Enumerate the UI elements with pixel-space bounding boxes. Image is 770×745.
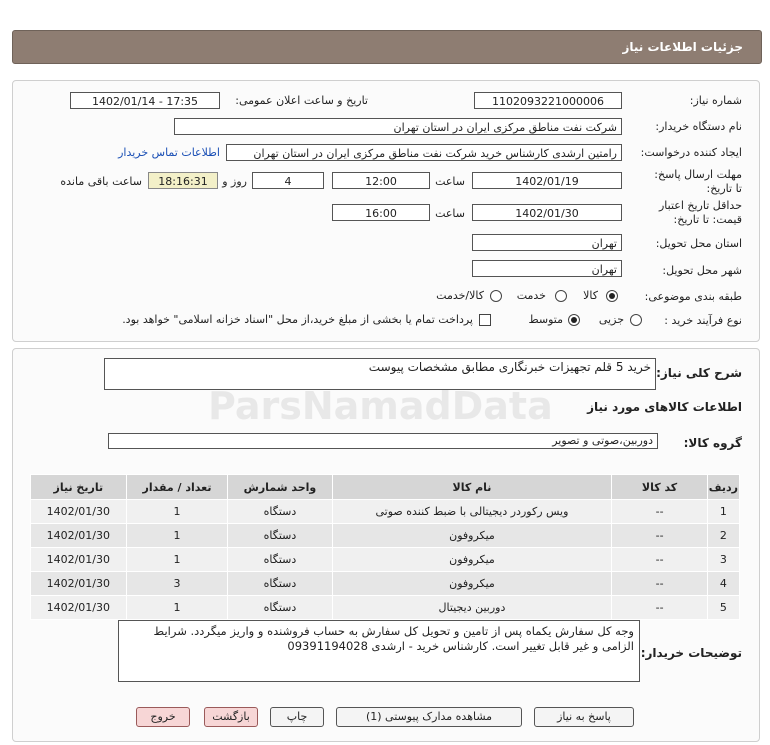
cell-name: میکروفون — [332, 548, 612, 572]
process-option-medium: متوسط — [528, 313, 563, 326]
cell-code: -- — [612, 548, 707, 572]
table-row[interactable] — [31, 572, 740, 596]
treasury-payment-note: پرداخت تمام یا بخشی از مبلغ خرید،از محل "اسناد خزانه اسلامی" خواهد بود. — [122, 313, 473, 326]
buyer-notes-label: توضیحات خریدار: — [640, 646, 742, 660]
category-option-service: خدمت — [516, 289, 546, 302]
col-code: کد کالا — [612, 475, 707, 500]
goods-group-label: گروه کالا: — [683, 436, 742, 450]
buyer-notes-field: وجه کل سفارش یکماه پس از تامین و تحویل کل سفارش به حساب فروشنده و واریز میگردد. شرایط الزامی و غیر قابل تغییر است. کارشناس خرید - ارشدی 09391194028 — [118, 620, 640, 682]
table-row[interactable] — [31, 548, 740, 572]
table-row[interactable] — [31, 500, 740, 524]
creator-label: ایجاد کننده درخواست: — [640, 146, 742, 159]
cell-name: میکروفون — [332, 572, 612, 596]
table-row[interactable] — [31, 524, 740, 548]
col-unit: واحد شمارش — [228, 475, 332, 500]
category-option-goods-service: کالا/خدمت — [436, 289, 484, 302]
deadline-date-field[interactable]: 1402/01/19 — [472, 172, 622, 189]
goods-group-field: دوربین،صوتی و تصویر — [108, 433, 658, 449]
summary-field: خرید 5 قلم تجهیزات خبرنگاری مطابق مشخصات پیوست — [104, 358, 656, 390]
process-radio-minor[interactable] — [630, 314, 642, 326]
col-row: ردیف — [707, 475, 739, 500]
treasury-payment-checkbox[interactable] — [479, 314, 491, 326]
buyer-org-label: نام دستگاه خریدار: — [655, 120, 742, 133]
cell-row: 3 — [707, 548, 739, 572]
cell-qty: 1 — [126, 524, 228, 548]
cell-code: -- — [612, 524, 707, 548]
province-field[interactable]: تهران — [472, 234, 622, 251]
validity-time-label: ساعت — [435, 207, 465, 220]
col-date: تاریخ نیاز — [31, 475, 127, 500]
category-radio-goods[interactable] — [606, 290, 618, 302]
validity-date-field[interactable]: 1402/01/30 — [472, 204, 622, 221]
buyer-org-field[interactable]: شرکت نفت مناطق مرکزی ایران در استان تهران — [174, 118, 622, 135]
cell-unit: دستگاه — [228, 548, 332, 572]
table-row[interactable] — [31, 596, 740, 620]
cell-unit: دستگاه — [228, 572, 332, 596]
cell-date: 1402/01/30 — [31, 572, 127, 596]
cell-unit: دستگاه — [228, 500, 332, 524]
cell-row: 5 — [707, 596, 739, 620]
cell-row: 1 — [707, 500, 739, 524]
deadline-time-field[interactable]: 12:00 — [332, 172, 430, 189]
print-button[interactable]: چاپ — [270, 707, 324, 727]
cell-date: 1402/01/30 — [31, 596, 127, 620]
view-attachments-button[interactable]: مشاهده مدارک پیوستی (1) — [336, 707, 522, 727]
page-title: جزئیات اطلاعات نیاز — [622, 40, 743, 54]
days-remaining-field[interactable]: 4 — [252, 172, 324, 189]
cell-name: دوربین دیجیتال — [332, 596, 612, 620]
cell-unit: دستگاه — [228, 524, 332, 548]
process-radio-medium[interactable] — [568, 314, 580, 326]
exit-button[interactable]: خروج — [136, 707, 190, 727]
deadline-label: مهلت ارسال پاسخ: تا تاریخ: — [654, 168, 742, 195]
table-header-row — [31, 475, 740, 500]
col-name: نام کالا — [332, 475, 612, 500]
cell-row: 4 — [707, 572, 739, 596]
process-label: نوع فرآیند خرید : — [664, 314, 742, 327]
validity-time-field[interactable]: 16:00 — [332, 204, 430, 221]
category-option-goods: کالا — [583, 289, 598, 302]
announce-date-label: تاریخ و ساعت اعلان عمومی: — [235, 94, 368, 107]
cell-name: میکروفون — [332, 524, 612, 548]
validity-label: حداقل تاریخ اعتبار قیمت: تا تاریخ: — [658, 199, 742, 226]
cell-code: -- — [612, 500, 707, 524]
need-number-field[interactable]: 1102093221000006 — [474, 92, 622, 109]
cell-date: 1402/01/30 — [31, 548, 127, 572]
category-radio-goods-service[interactable] — [490, 290, 502, 302]
creator-field[interactable]: رامتین ارشدی کارشناس خرید شرکت نفت مناطق مرکزی ایران در استان تهران — [226, 144, 622, 161]
reply-button[interactable]: پاسخ به نیاز — [534, 707, 634, 727]
announce-date-field[interactable]: 1402/01/14 - 17:35 — [70, 92, 220, 109]
cell-unit: دستگاه — [228, 596, 332, 620]
city-field[interactable]: تهران — [472, 260, 622, 277]
cell-code: -- — [612, 572, 707, 596]
cell-date: 1402/01/30 — [31, 500, 127, 524]
cell-qty: 1 — [126, 548, 228, 572]
days-label: روز و — [222, 175, 247, 188]
province-label: استان محل تحویل: — [655, 237, 742, 250]
cell-qty: 1 — [126, 500, 228, 524]
remaining-time-field: 18:16:31 — [148, 172, 218, 189]
category-label: طبقه بندی موضوعی: — [644, 290, 742, 303]
deadline-time-label: ساعت — [435, 175, 465, 188]
cell-date: 1402/01/30 — [31, 524, 127, 548]
col-qty: تعداد / مقدار — [126, 475, 228, 500]
cell-name: ویس رکوردر دیجیتالی با ضبط کننده صوتی — [332, 500, 612, 524]
cell-row: 2 — [707, 524, 739, 548]
city-label: شهر محل تحویل: — [662, 264, 742, 277]
cell-code: -- — [612, 596, 707, 620]
summary-label: شرح کلی نیاز: — [656, 366, 742, 380]
goods-info-title: اطلاعات کالاهای مورد نیاز — [587, 400, 742, 414]
page-header — [12, 30, 762, 64]
category-radio-service[interactable] — [555, 290, 567, 302]
back-button[interactable]: بازگشت — [204, 707, 258, 727]
remaining-time-label: ساعت باقی مانده — [60, 175, 142, 188]
goods-table — [30, 474, 740, 620]
need-number-label: شماره نیاز: — [689, 94, 742, 107]
process-option-minor: جزیی — [598, 313, 624, 326]
cell-qty: 3 — [126, 572, 228, 596]
buyer-contact-link[interactable]: اطلاعات تماس خریدار — [118, 146, 220, 159]
cell-qty: 1 — [126, 596, 228, 620]
